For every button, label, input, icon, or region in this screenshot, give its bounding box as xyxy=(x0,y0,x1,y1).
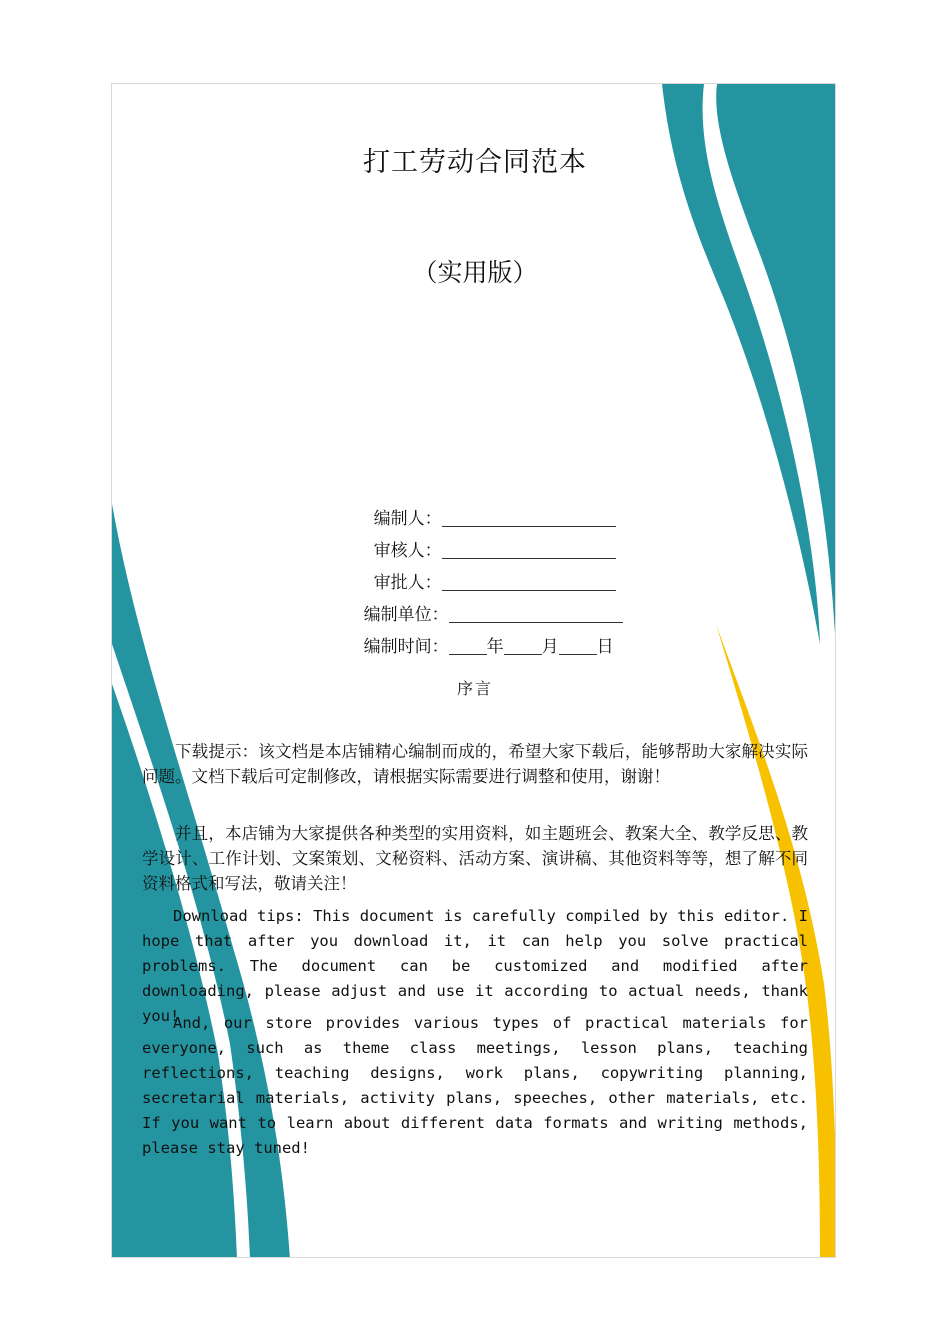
document-subtitle: （实用版） xyxy=(412,258,538,287)
paragraph-store-intro-cn: 并且，本店铺为大家提供各种类型的实用资料，如主题班会、教案大全、教学反思、教学设计、工作计划、文案策划、文秘资料、活动方案、演讲稿、其他资料等等，想了解不同资料格式和写法，敬请关注！ xyxy=(142,824,808,893)
day-blank xyxy=(559,636,597,655)
year-blank xyxy=(449,636,487,655)
year-label: 年 xyxy=(486,637,504,657)
approver-label: 审批人： xyxy=(373,573,442,593)
reviewer-label: 审核人： xyxy=(373,541,442,561)
unit-label: 编制单位： xyxy=(363,605,449,625)
paragraph-store-intro-en: And, our store provides various types of practical materials for everyone, such as theme class meetings, lesson plans, teaching reflections, teaching designs, work plans, copywriting planning, secretarial materials, activity plans, speeches, other materials, etc. If you want to learn about different data formats and writing methods, please stay tuned! xyxy=(142,1014,808,1157)
time-field xyxy=(342,612,614,677)
time-label: 编制时间： xyxy=(363,637,449,657)
paragraph-download-tip-en: Download tips: This document is carefully compiled by this editor. I hope that after you download it, it can help you solve practical problems. The document can be customized and modified after downloading, please adjust and use it according to actual needs, thank you! xyxy=(142,907,808,1025)
month-label: 月 xyxy=(541,637,559,657)
compiler-label: 编制人： xyxy=(373,509,442,529)
preface-heading: 序言 xyxy=(456,679,493,698)
document-title: 打工劳动合同范本 xyxy=(363,147,587,178)
day-label: 日 xyxy=(596,637,614,657)
month-blank xyxy=(504,636,542,655)
paragraph-download-tip-cn: 下载提示：该文档是本店铺精心编制而成的，希望大家下载后，能够帮助大家解决实际问题。文档下载后可定制修改，请根据实际需要进行调整和使用，谢谢！ xyxy=(142,742,808,786)
